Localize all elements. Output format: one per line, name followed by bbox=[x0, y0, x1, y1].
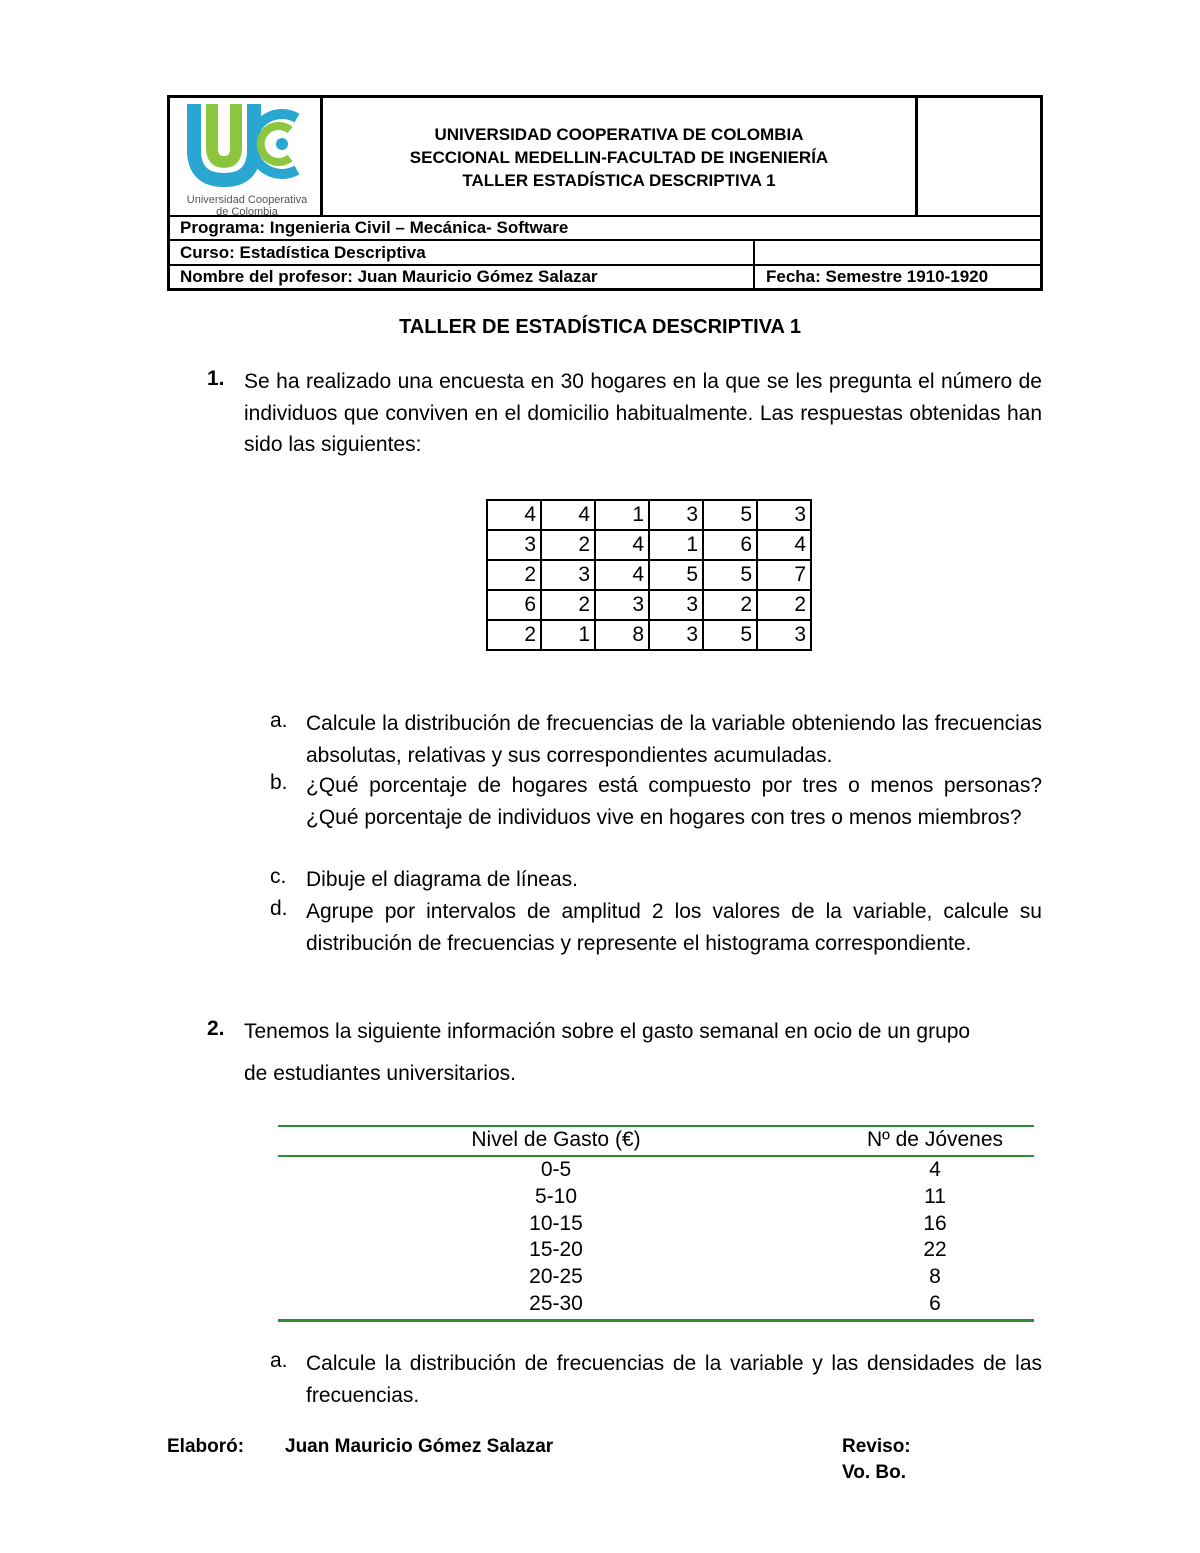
table-row bbox=[487, 590, 811, 620]
grid-cell: 2 bbox=[757, 590, 811, 620]
vobo-label: Vo. Bo. bbox=[842, 1462, 907, 1483]
seccional-name: SECCIONAL MEDELLIN-FACULTAD DE INGENIERÍA bbox=[409, 148, 829, 167]
question-1-item-letter: c. bbox=[270, 865, 287, 888]
elaboro-label: Elaboró: bbox=[167, 1436, 245, 1457]
table-top-rule bbox=[278, 1125, 1034, 1127]
grid-cell: 3 bbox=[649, 620, 703, 650]
question-1-item-text: Calcule la distribución de frecuencias de la variable obteniendo las frecuencias absolutas, relativas y sus correspondientes acumuladas. bbox=[306, 712, 1042, 767]
logo-cell bbox=[170, 98, 323, 217]
grid-cell: 2 bbox=[487, 620, 541, 650]
gasto-range-cell: 0-5 bbox=[540, 1158, 572, 1181]
reviso-label: Reviso: bbox=[842, 1436, 911, 1457]
question-1-item-text: Dibuje el diagrama de líneas. bbox=[306, 868, 578, 891]
jovenes-count-cell: 11 bbox=[924, 1184, 946, 1208]
question-1-item-text: ¿Qué porcentaje de hogares está compuesto por tres o menos personas? ¿Qué porcentaje de individuos vive en hogares con tres o menos miembros? bbox=[306, 774, 1042, 829]
header-table bbox=[167, 95, 1043, 291]
grid-cell: 3 bbox=[757, 500, 811, 530]
grid-cell: 5 bbox=[703, 560, 757, 590]
header-divider bbox=[170, 215, 1040, 217]
table-row bbox=[487, 500, 811, 530]
fecha-label: Fecha: Semestre 1910-1920 bbox=[766, 267, 989, 286]
grid-cell: 5 bbox=[649, 560, 703, 590]
question-1-number: 1. bbox=[207, 367, 225, 390]
grid-cell: 8 bbox=[595, 620, 649, 650]
jovenes-count-cell: 8 bbox=[929, 1265, 941, 1289]
logo-text-1: Universidad Cooperativa bbox=[186, 194, 308, 206]
university-name: UNIVERSIDAD COOPERATIVA DE COLOMBIA bbox=[434, 125, 804, 144]
header-divider bbox=[170, 264, 1040, 266]
jovenes-count-cell: 4 bbox=[929, 1158, 941, 1181]
question-1-item-text: Agrupe por intervalos de amplitud 2 los valores de la variable, calcule su distribución de frecuencias y represente el histograma correspondiente. bbox=[306, 900, 1042, 955]
grid-cell: 4 bbox=[595, 560, 649, 590]
table-row bbox=[487, 620, 811, 650]
gasto-range-cell: 20-25 bbox=[529, 1265, 583, 1289]
grid-cell: 4 bbox=[595, 530, 649, 560]
grid-cell: 3 bbox=[649, 500, 703, 530]
question-2-number: 2. bbox=[207, 1017, 225, 1040]
logo-text-2: de Colombia bbox=[216, 206, 278, 218]
grid-cell: 3 bbox=[541, 560, 595, 590]
jovenes-count-cell: 6 bbox=[929, 1292, 941, 1315]
grid-cell: 3 bbox=[595, 590, 649, 620]
university-logo-icon bbox=[172, 100, 322, 190]
table-row bbox=[487, 530, 811, 560]
grid-cell: 6 bbox=[703, 530, 757, 560]
question-1-item-letter: a. bbox=[270, 709, 288, 732]
gasto-range-cell: 5-10 bbox=[534, 1184, 578, 1208]
grid-cell: 1 bbox=[541, 620, 595, 650]
grid-cell: 3 bbox=[487, 530, 541, 560]
grid-cell: 6 bbox=[487, 590, 541, 620]
gasto-column-header: Nivel de Gasto (€) bbox=[471, 1128, 641, 1151]
grid-cell: 3 bbox=[649, 590, 703, 620]
grid-cell: 4 bbox=[757, 530, 811, 560]
grid-cell: 7 bbox=[757, 560, 811, 590]
question-2a-text: Calcule la distribución de frecuencias de la variable y las densidades de las frecuencias. bbox=[306, 1352, 1042, 1407]
page-title: TALLER DE ESTADÍSTICA DESCRIPTIVA 1 bbox=[399, 316, 801, 338]
jovenes-count-cell: 16 bbox=[923, 1211, 947, 1235]
grid-cell: 1 bbox=[649, 530, 703, 560]
header-title-cell bbox=[323, 98, 918, 217]
gasto-range-cell: 25-30 bbox=[529, 1292, 583, 1315]
question-1-item-letter: b. bbox=[270, 771, 288, 794]
grid-cell: 2 bbox=[541, 530, 595, 560]
taller-name: TALLER ESTADÍSTICA DESCRIPTIVA 1 bbox=[462, 171, 776, 190]
table-header-rule bbox=[278, 1155, 1034, 1157]
programa-label: Programa: Ingenieria Civil – Mecánica- Software bbox=[180, 218, 569, 237]
grid-cell: 2 bbox=[703, 590, 757, 620]
grid-cell: 2 bbox=[541, 590, 595, 620]
profesor-label: Nombre del profesor: Juan Mauricio Gómez Salazar bbox=[180, 267, 598, 286]
header-divider bbox=[170, 239, 1040, 241]
grid-cell: 2 bbox=[487, 560, 541, 590]
table-bottom-rule bbox=[278, 1319, 1034, 1322]
jovenes-count-cell: 22 bbox=[923, 1238, 947, 1262]
table-row bbox=[487, 560, 811, 590]
elaboro-name: Juan Mauricio Gómez Salazar bbox=[285, 1436, 554, 1457]
curso-label: Curso: Estadística Descriptiva bbox=[180, 243, 426, 262]
question-1-text: Se ha realizado una encuesta en 30 hogares en la que se les pregunta el número de individuos que conviven en el domicilio habitualmente. Las respuestas obtenidas han sido las siguientes: bbox=[244, 370, 1042, 456]
gasto-range-cell: 15-20 bbox=[529, 1238, 583, 1262]
gasto-range-cell: 10-15 bbox=[529, 1211, 583, 1235]
question-1-item-letter: d. bbox=[270, 897, 288, 920]
grid-cell: 5 bbox=[703, 620, 757, 650]
question-2-text-line1: Tenemos la siguiente información sobre el gasto semanal en ocio de un grupo bbox=[244, 1020, 971, 1043]
grid-cell: 1 bbox=[595, 500, 649, 530]
grid-cell: 4 bbox=[541, 500, 595, 530]
grid-cell: 3 bbox=[757, 620, 811, 650]
question-2-text-line2: de estudiantes universitarios. bbox=[244, 1062, 516, 1085]
grid-cell: 5 bbox=[703, 500, 757, 530]
jovenes-column-header: Nº de Jóvenes bbox=[866, 1128, 1004, 1151]
survey-data-grid bbox=[486, 499, 812, 651]
header-vertical-divider bbox=[753, 240, 755, 290]
grid-cell: 4 bbox=[487, 500, 541, 530]
question-2a-letter: a. bbox=[270, 1349, 288, 1372]
